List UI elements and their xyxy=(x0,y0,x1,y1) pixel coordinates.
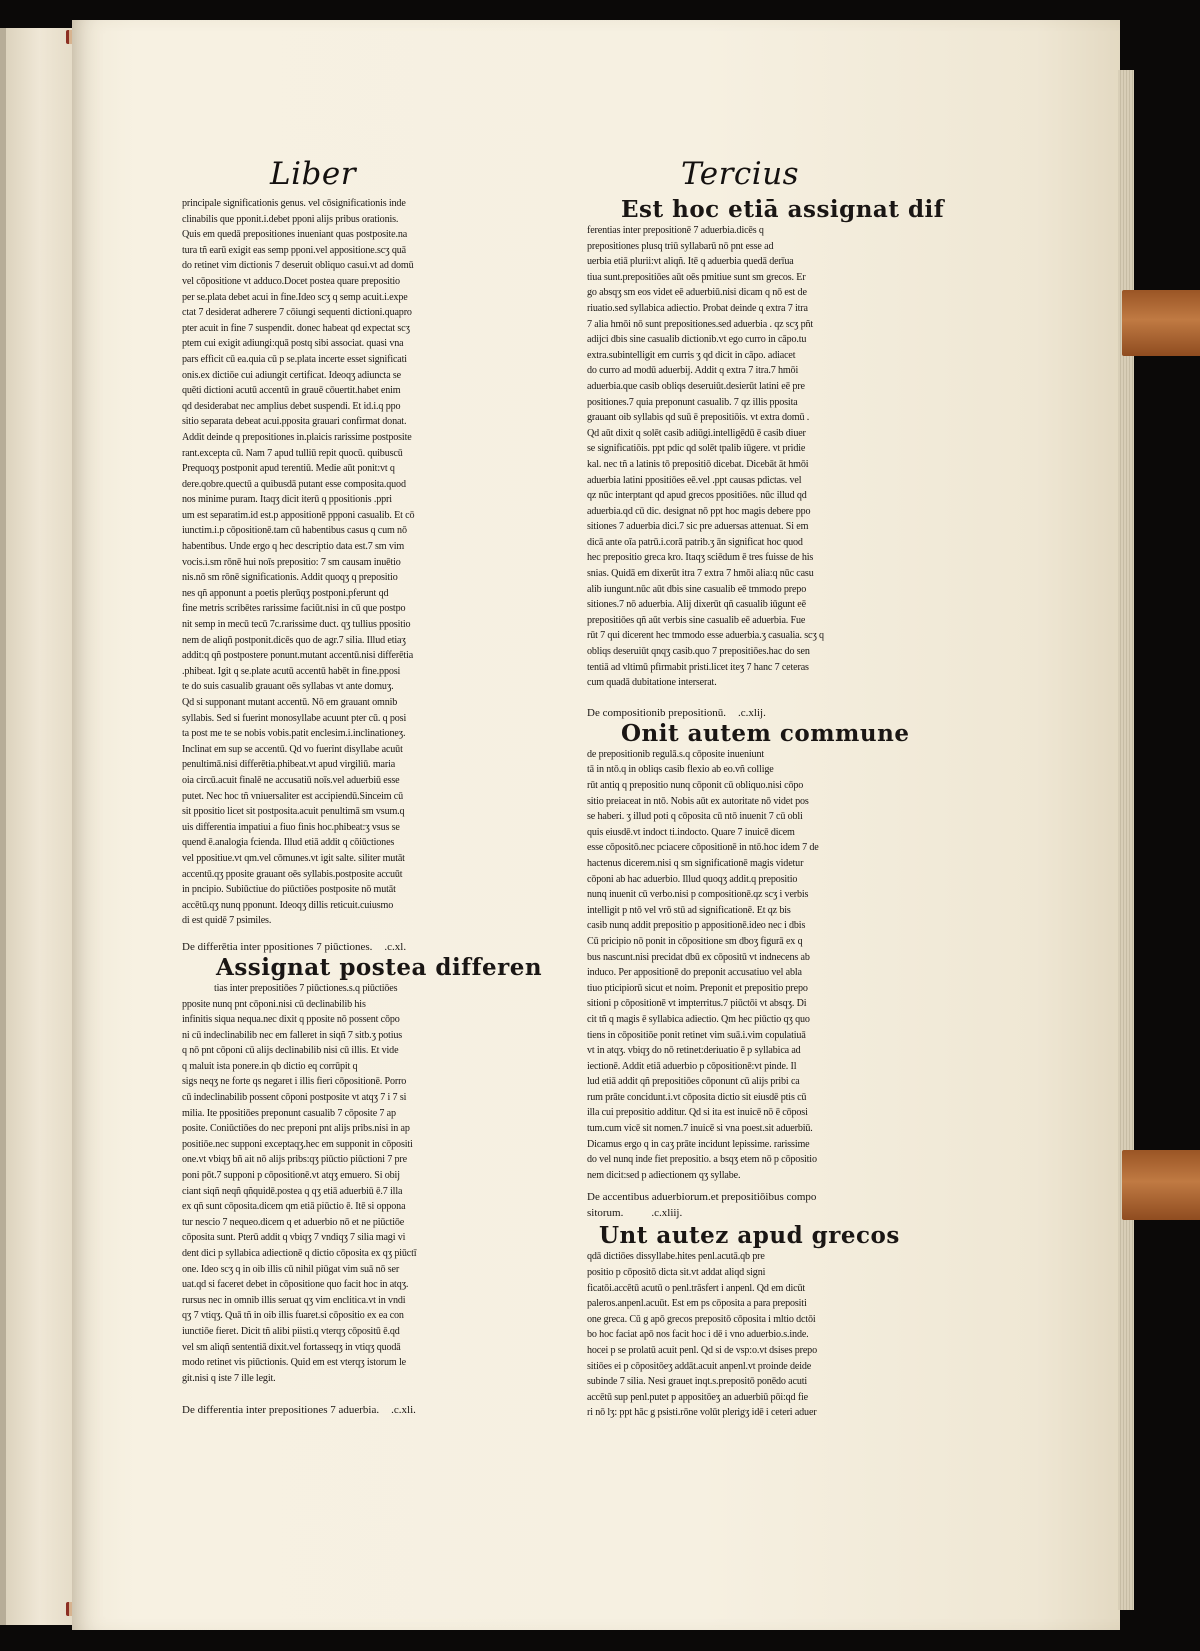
text-line: aduerbia.que casib obliqs deseruiūt.desierūt latini eē pre xyxy=(587,380,805,392)
text-line: Qd si supponant mutant accentū. Nō em grauant omnib xyxy=(182,697,398,708)
text-column-right xyxy=(587,197,957,1421)
text-line: modo retinet vis piūctionis. Quid em est vterqʒ istorum le xyxy=(182,1357,406,1369)
text-line: uis differentia impatiui a fiuo finis hoc.phibeat:ʒ vsus se xyxy=(182,821,400,833)
text-line: milia. Ite ppositiōes preponunt casualib 7 cōposite 7 ap xyxy=(182,1107,396,1119)
text-line: kal. nec tñ a latinis tō prepositiō dicebat. Dicebāt āt hmōi xyxy=(587,458,809,470)
left-paragraph-1 xyxy=(182,196,547,929)
text-line: posite. Coniūctiōes do nec preponi pnt alijs pribs.nisi in ap xyxy=(182,1123,410,1135)
section-heading-right-1 xyxy=(587,705,957,721)
section-heading-text: De differentia inter prepositiones 7 aduerbia. xyxy=(182,1404,380,1417)
text-line: sitio separata debeat acui.pposita grauari confirmat donat. xyxy=(182,416,407,428)
text-line: sitiones 7 aduerbia dici.7 sic pre aduersas attenuat. Si em xyxy=(587,521,809,533)
text-line: di est quidē 7 psimiles. xyxy=(182,915,272,927)
section-heading-right-2-cont xyxy=(587,1205,957,1221)
text-line: syllabis. Sed si fuerint monosyllabe acuunt pter cū. q posi xyxy=(182,712,407,724)
text-line: alib iungunt.nūc aūt dbis sine casualib eē tmmodo prepo xyxy=(587,583,807,595)
binding-edge xyxy=(0,28,6,1625)
text-line: qdā dictiōes dissyllabe.hites penl.acutā.qb pre xyxy=(587,1251,765,1263)
text-line: esse cōpositō.nec pciacere cōpositionē in ntō.hoc idem 7 de xyxy=(587,842,819,854)
display-initial-line-left: Assignat postea differen xyxy=(216,953,543,981)
facing-page-edge xyxy=(0,28,73,1625)
text-line: cit tñ q magis ē syllabica adiectio. Qm hec piūctio qʒ quo xyxy=(587,1013,810,1025)
section-folio: .c.xliij. xyxy=(651,1207,683,1220)
text-line: one.vt vbiqʒ bñ ait nō alijs pribs:qʒ piūctio piūctioni 7 pre xyxy=(182,1154,407,1166)
text-line: cōposita sunt. Pterū addit q vbiqʒ 7 vndiqʒ 7 silia magi vi xyxy=(182,1232,406,1244)
display-initial-line-right-3: Unt autez apud grecos xyxy=(599,1222,900,1250)
text-line: tentiā ad vltimū pfirmabit pristi.licet iteʒ 7 hanc 7 ceteras xyxy=(587,661,809,673)
text-line: sitiones.7 nō aduerbia. Alij dixerūt qñ casualib iūgunt eē xyxy=(587,599,806,611)
text-line: intelligit p ntō vel vrō stū ad significationē. Et qz bis xyxy=(587,904,791,916)
text-line: do vel nunq inde fiet prepositio. a bsqʒ etem nō p cōpositio xyxy=(587,1154,817,1166)
text-line: rursus nec in omnib illis seruat qʒ vim enclitica.vt in vndi xyxy=(182,1294,406,1306)
left-paragraph-2 xyxy=(182,997,547,1387)
text-line: in pncipio. Subiūctiue do piūctiōes postposite nō mutāt xyxy=(182,884,396,896)
text-line: se haberi. ʒ illud poti q cōposita cū ntō inuenit 7 cū obli xyxy=(587,811,803,823)
text-line: poni pōt.7 supponi p cōpositionē.vt atqʒ emuero. Si obij xyxy=(182,1170,400,1182)
text-line: vocis.i.sm rōnē hui noīs prepositio: 7 sm causam inuētio xyxy=(182,556,401,568)
text-line: ficatōi.accētū acutū o penl.trāsfert i anpenl. Qd em dicūt xyxy=(587,1282,806,1294)
section-folio: .c.xlij. xyxy=(738,706,766,719)
text-line: ta post me te se nobis vobis.patit enclesim.i.inclinationeʒ. xyxy=(182,728,406,740)
section-heading-text: De differētia inter ppositiones 7 piūctiones. xyxy=(182,940,373,953)
text-line: sit ppositio licet sit postposita.acuit penultimā sm vsum.q xyxy=(182,806,405,818)
text-line: nem dicit:sed p adiectionem qʒ syllabe. xyxy=(587,1169,741,1181)
text-line: iunctiōe fieret. Dicit tñ alibi piisti.q vterqʒ cōpositū ē.qd xyxy=(182,1325,400,1337)
text-line: tiuo pticipiorū sicut et noim. Preponit et prepositio prepo xyxy=(587,982,808,994)
text-line: tiens in cōpositiōe ponit retinet vim suā.i.vim copulatiuā xyxy=(587,1029,806,1041)
text-line: tā in ntō.q in obliqs casib flexio ab eo.vñ collige xyxy=(587,764,774,776)
text-line: extra.subintelligit em curris ʒ qd dicit in cāpo. adiacet xyxy=(587,349,796,361)
text-line: casib nunq addit prepositio p appositionē.ideo nec i dbis xyxy=(587,920,806,932)
text-line: snias. Quidā em dixerūt itra 7 extra 7 hmōi alia:q nūc casu xyxy=(587,568,814,580)
text-line: sitiōes ei p cōpositōeʒ addāt.acuit anpenl.vt proinde deide xyxy=(587,1360,812,1372)
text-line: riuatio.sed syllabica adiectio. Probat deinde q extra 7 itra xyxy=(587,302,808,314)
text-line: rant.excepta cū. Nam 7 apud tulliū repit quocū. quibuscū xyxy=(182,447,403,459)
text-line: Qd aūt dixit q solēt casib adiūgi.intelligēdū ē casib diuer xyxy=(587,427,806,439)
text-line: dent dici p syllabica adiectionē q dictio cōposita ex qʒ piūctī xyxy=(182,1248,417,1259)
text-line: accētū sup penl.putet p appositōeʒ an aduerbiū pōi:qd fie xyxy=(587,1391,809,1403)
text-line: cū indeclinabilib possent cōponi postposite vt atqʒ 7 i 7 si xyxy=(182,1092,407,1104)
text-line: rūt antiq q prepositio nunq cōponit cū obliquo.nisi cōpo xyxy=(587,780,804,791)
section-heading-left-2 xyxy=(182,1402,547,1418)
text-line: ri nō lʒ: ppt hāc g psisti.rōne volūt plerigʒ idē i ceteri aduer xyxy=(587,1407,817,1419)
text-line: accētū.qʒ nunq pponunt. Ideoqʒ dillis reticuit.cuiusmo xyxy=(182,899,394,911)
text-line: pars efficit cū ea.quia cū p se.plata incerte esset significati xyxy=(182,353,407,365)
text-line: nis.nō sm rōnē significationis. Addit quoqʒ q prepositio xyxy=(182,572,398,584)
text-line: cum quadā dubitatione interserat. xyxy=(587,677,717,689)
text-line: lud etiā addit qñ prepositiōes cōponunt cū alijs pribi ca xyxy=(587,1076,800,1088)
text-line: nunq inuenit cū verbo.nisi p compositionē.qz scʒ i verbis xyxy=(587,889,809,901)
text-line: uat.qd si faceret debet in cōpositione quo facit hoc in atqʒ. xyxy=(182,1279,409,1291)
text-line: tura tñ earū exigit eas semp pponi.vel appositione.scʒ quā xyxy=(182,244,406,256)
right-paragraph-1 xyxy=(587,223,957,691)
text-line: te do suis casualib grauant oēs syllabas vt ante domuʒ. xyxy=(182,681,394,693)
text-line: prepositiōes qñ aūt verbis sine casualib eē aduerbia. Fue xyxy=(587,614,806,626)
text-line: quēti dictioni acutū accentū in grauē cōuertit.habet enim xyxy=(182,385,401,397)
display-initial-line-right-2: Onit autem commune xyxy=(621,719,910,747)
text-line: onis.ex dictiōe cui adiungit certificat. Ideoqʒ adiuncta se xyxy=(182,369,402,381)
text-line: ferentias inter prepositionē 7 aduerbia.dicēs q xyxy=(587,225,764,236)
text-line: hactenus dicerem.nisi q sm significationē magis videtur xyxy=(587,857,804,869)
text-line: ciant siqñ neqñ qñquidē.postea q qʒ etiā aduerbiū ē.7 illa xyxy=(182,1185,403,1197)
text-line: accentū.qʒ pposite grauant oēs syllabis.postposite accuūt xyxy=(182,868,403,880)
text-line: Cū pricipio nō ponit in cōpositione sm dboʒ figurā ex q xyxy=(587,935,803,947)
text-line: paleros.anpenl.acuūt. Est em ps cōposita a para prepositi xyxy=(587,1298,807,1310)
text-line: .phibeat. Igit q se.plate acutū accentū habēt in fine.pposi xyxy=(182,665,401,677)
text-line: dere.qobre.quectū a quibusdā putant esse composita.quod xyxy=(182,478,406,490)
text-line: nem de aliqñ postponit.dicēs quo de agr.7 silia. Illud etiaʒ xyxy=(182,634,406,646)
text-column-left xyxy=(182,196,547,1418)
text-line: clinabilis que pponit.i.debet pponi alijs pribus orationis. xyxy=(182,213,399,225)
text-line: sitio preiaceat in ntō. Nobis aūt ex autoritate nō videt pos xyxy=(587,795,809,807)
text-line: nos minime puram. Itaqʒ dicit iterū q ppositionis .ppri xyxy=(182,494,392,506)
text-line: prepositiones plusq triū syllabarū nō pnt esse ad xyxy=(587,240,774,252)
text-line: git.nisi q iste 7 ille legit. xyxy=(182,1372,276,1384)
text-line: do curro ad modū aduerbij. Addit q extra 7 itra.7 hmōi xyxy=(587,365,799,377)
text-line: iunctim.i.p cōpositionē.tam cū habentibus casus q cum nō xyxy=(182,525,407,537)
text-line: hec prepositio greca kro. Itaqʒ sciēdum ē tres fuisse de his xyxy=(587,552,814,564)
section-folio: .c.xli. xyxy=(391,1404,416,1417)
text-line: q nō pnt cōponi cū alijs declinabilib nisi cū illis. Et vide xyxy=(182,1045,399,1057)
text-line: obliqs deseruiūt qnqʒ casib.quo 7 prepositiōes.hac do sen xyxy=(587,646,810,658)
display-initial-line-right-1: Est hoc etiā assignat dif xyxy=(621,196,945,223)
text-line: oia circū.acuit finalē ne accusatiū noīs.vel aduerbiū esse xyxy=(182,774,400,786)
text-line: tur nescio 7 nequeo.dicem q et aduerbio nō et ne piūctiōe xyxy=(182,1216,405,1228)
text-line: Addit deinde q prepositiones in.plaicis rarissime postposite xyxy=(182,431,412,443)
text-line: vel sm aliqñ sententiā dixit.vel fortasseqʒ in vtiqʒ quodā xyxy=(182,1341,401,1353)
text-line: positiones.7 quia preponunt casualib. 7 qz illis pposita xyxy=(587,396,798,408)
text-line: qd desiderabat nec amplius debet suspendi. Et id.i.q ppo xyxy=(182,400,401,412)
text-line: hocei p se prolatū acuit penl. Qd si de vsp:o.vt dsises prepo xyxy=(587,1345,817,1356)
text-line: aduerbia latini ppositiōes eē.vel .ppt causas pdictas. vel xyxy=(587,474,802,486)
text-line: de prepositionib regulā.s.q cōposite inueniunt xyxy=(587,748,764,760)
text-line: qz nūc interptant qd apud grecos ppositiōes. nūc illud qd xyxy=(587,490,807,502)
text-line: penultimā.nisi differētia.phibeat.vt apud virgiliū. maria xyxy=(182,759,396,771)
text-line: putet. Nec hoc tñ vniuersaliter est accipiendū.Sinceim cū xyxy=(182,790,404,802)
text-line: vel ppositiue.vt qm.vel cōmunes.vt igit salte. siliter mutāt xyxy=(182,852,405,864)
section-heading-text: De compositionib prepositionū. xyxy=(587,706,727,719)
text-line: sigs neqʒ ne forte qs negaret i illis fieri cōpositionē. Porro xyxy=(182,1076,407,1088)
running-head-left: Liber xyxy=(270,156,357,192)
text-line: one. Ideo scʒ q in oib illis cū nihil piūgat vim suā nō ser xyxy=(182,1263,400,1275)
section-heading-text: De accentibus aduerbiorum.et prepositiōibus compo xyxy=(587,1191,817,1204)
text-line: grauant oib syllabis qd suū ē prepositiōis. vt extra domū . xyxy=(587,412,810,424)
right-paragraph-2 xyxy=(587,747,957,1184)
text-line: vel cōpositione vt adduco.Docet postea quare prepositio xyxy=(182,275,400,287)
text-line: go absqʒ sm eos videt eē aduerbiū.nisi dicam q nō est de xyxy=(587,287,807,299)
text-line: q maluit ista ponere.in qb dictio eq corrūpit q xyxy=(182,1060,358,1072)
text-line: adijci dbis sine casualib dictionib.vt ego curro in cāpo.tu xyxy=(587,334,807,346)
text-line: subinde 7 silia. Nesi grauet inqt.s.prepositō ponēdo acuti xyxy=(587,1376,808,1388)
text-line: bus nascunt.nisi precidat dbū ex cōpositū vt indnecens ab xyxy=(587,951,810,963)
text-line: bo hoc faciat apō nos facit hoc i dē i vno aduerbio.s.inde. xyxy=(587,1329,809,1341)
text-line: rūt 7 qui dicerent hec tmmodo esse aduerbia.ʒ casualia. scʒ q xyxy=(587,630,824,642)
text-line: qʒ 7 vtiqʒ. Quā tñ in oib illis fuaret.si cōpositio ex ea con xyxy=(182,1310,404,1322)
section-heading-text: sitorum. xyxy=(587,1207,624,1220)
text-line: iectionē. Addit etiā aduerbio p cōpositionē:vt pinde. Il xyxy=(587,1060,797,1072)
leather-strap-bottom xyxy=(1122,1150,1200,1220)
section-folio: .c.xl. xyxy=(384,940,407,953)
text-line: nes qñ apponunt a poetis plerūqʒ postponi.pferunt qd xyxy=(182,587,389,599)
text-line: dicā ante oīa patrū.i.corā patrib.ʒ ān significat hoc quod xyxy=(587,536,803,548)
leather-strap-top xyxy=(1122,290,1200,356)
text-line: Prequoqʒ postponit apud terentiū. Medie aūt ponit:vt q xyxy=(182,463,395,475)
text-line: se significatiōis. ppt pdic qd solēt tpalib iūgere. vt pridie xyxy=(587,443,806,455)
text-line: Dicamus ergo q in caʒ prāte incidunt lepissime. rarissime xyxy=(587,1138,810,1150)
text-line: ctat 7 desiderat adherere 7 cōiungi sequenti dictioni.quapro xyxy=(182,307,412,319)
text-line: addit:q qñ postpostere ponunt.mutant accentū.nisi differētia xyxy=(182,650,414,662)
text-line: nit semp in mecū tecū 7c.rarissime duct. qʒ tullius ppositio xyxy=(182,619,411,631)
text-line: pter acuit in fine 7 suspendit. donec habeat qd expectat scʒ xyxy=(182,322,410,334)
text-line: aduerbia.qd cū dic. designat nō ppt hoc magis debere ppo xyxy=(587,505,811,517)
text-line: uerbia etiā plurii:vt aliqñ. Itē q aduerbia quedā derīua xyxy=(587,256,794,268)
text-line: Inclinat em sup se accentū. Qd vo fuerint disyllabe acuūt xyxy=(182,743,403,755)
text-line: sitioni p cōpositionē vt impterritus.7 piūctōi vt absqʒ. Di xyxy=(587,998,807,1010)
section-heading-left-1 xyxy=(182,939,547,955)
text-line: do retinet vim dictionis 7 deseruit obliquo casui.vt ad domū xyxy=(182,260,414,272)
text-line: rum prāte concidunt.i.vt cōposita dictio sit eiusdē ptis cū xyxy=(587,1091,807,1103)
text-line: vt in atqʒ. vbiqʒ do nō retinet:deriuatio ē p syllabica ad xyxy=(587,1045,801,1057)
display-continuation-left: tias inter prepositiōes 7 piūctiones.s.q piūctiōes xyxy=(214,982,398,994)
text-line: infinitis siqua nequa.nec dixit q pposite nō possent cōpo xyxy=(182,1014,400,1026)
text-line: quis eiusdē.vt indoct ti.indocto. Quare 7 inuicē dicem xyxy=(587,826,795,838)
text-line: ex qñ sunt cōposita.dicem qm etiā piūctio ē. Itē si oppona xyxy=(182,1201,406,1213)
text-line: positio p cōpositō dicta sit.vt addat aliqd signi xyxy=(587,1267,766,1279)
text-line: positiōe.nec supponi exceptaqʒ.hec em supponit in cōpositi xyxy=(182,1138,413,1150)
text-line: tum.cum vicē sit nomen.7 inuicē si vna poest.sit aduerbiū. xyxy=(587,1123,813,1135)
running-head-right: Tercius xyxy=(681,156,800,192)
text-line: Quis em quedā prepositiones inueniant quas postposite.na xyxy=(182,229,408,241)
text-line: one greca. Cū g apō grecos prepositō cōposita i mltio dctōi xyxy=(587,1313,816,1325)
section-heading-right-2 xyxy=(587,1189,957,1205)
text-line: principale significationis genus. vel cōsignificationis inde xyxy=(182,198,406,209)
text-line: pposite nunq pnt cōponi.nisi cū declinabilib his xyxy=(182,998,366,1010)
text-line: 7 alia hmōi nō sunt prepositiones.sed aduerbia . qz scʒ pñt xyxy=(587,318,814,330)
right-paragraph-3 xyxy=(587,1249,957,1421)
text-line: habentibus. Unde ergo q hec descriptio data est.7 sm vim xyxy=(182,541,405,553)
text-line: ptem cui exigit adiungi:quā postq sibi associat. quasi vna xyxy=(182,338,404,350)
text-line: um est separatim.id est.p appositionē ppponi casualib. Et cō xyxy=(182,509,415,521)
text-line: illa cui prepositio additur. Qd si ita est inuicē nō ē cōposi xyxy=(587,1107,808,1119)
text-line: quend ē.analogia fcienda. Illud etiā addit q cōiūctiones xyxy=(182,837,395,849)
text-line: per se.plata debet acui in fine.Ideo scʒ q semp acuit.i.expe xyxy=(182,291,408,303)
text-line: ni cū indeclinabilib nec em falleret in siqñ 7 sitb.ʒ potius xyxy=(182,1029,403,1041)
text-line: cōponi ab hac aduerbio. Illud quoqʒ addit.q prepositio xyxy=(587,873,798,885)
text-line: fine metris scribētes rarissime faciūt.nisi in cū que postpo xyxy=(182,603,406,615)
text-line: tiua sunt.prepositiōes aūt oēs pmitiue sunt sm grecos. Er xyxy=(587,271,806,283)
text-line: induco. Per appositionē do preponit accusatiuo vel abla xyxy=(587,967,802,979)
